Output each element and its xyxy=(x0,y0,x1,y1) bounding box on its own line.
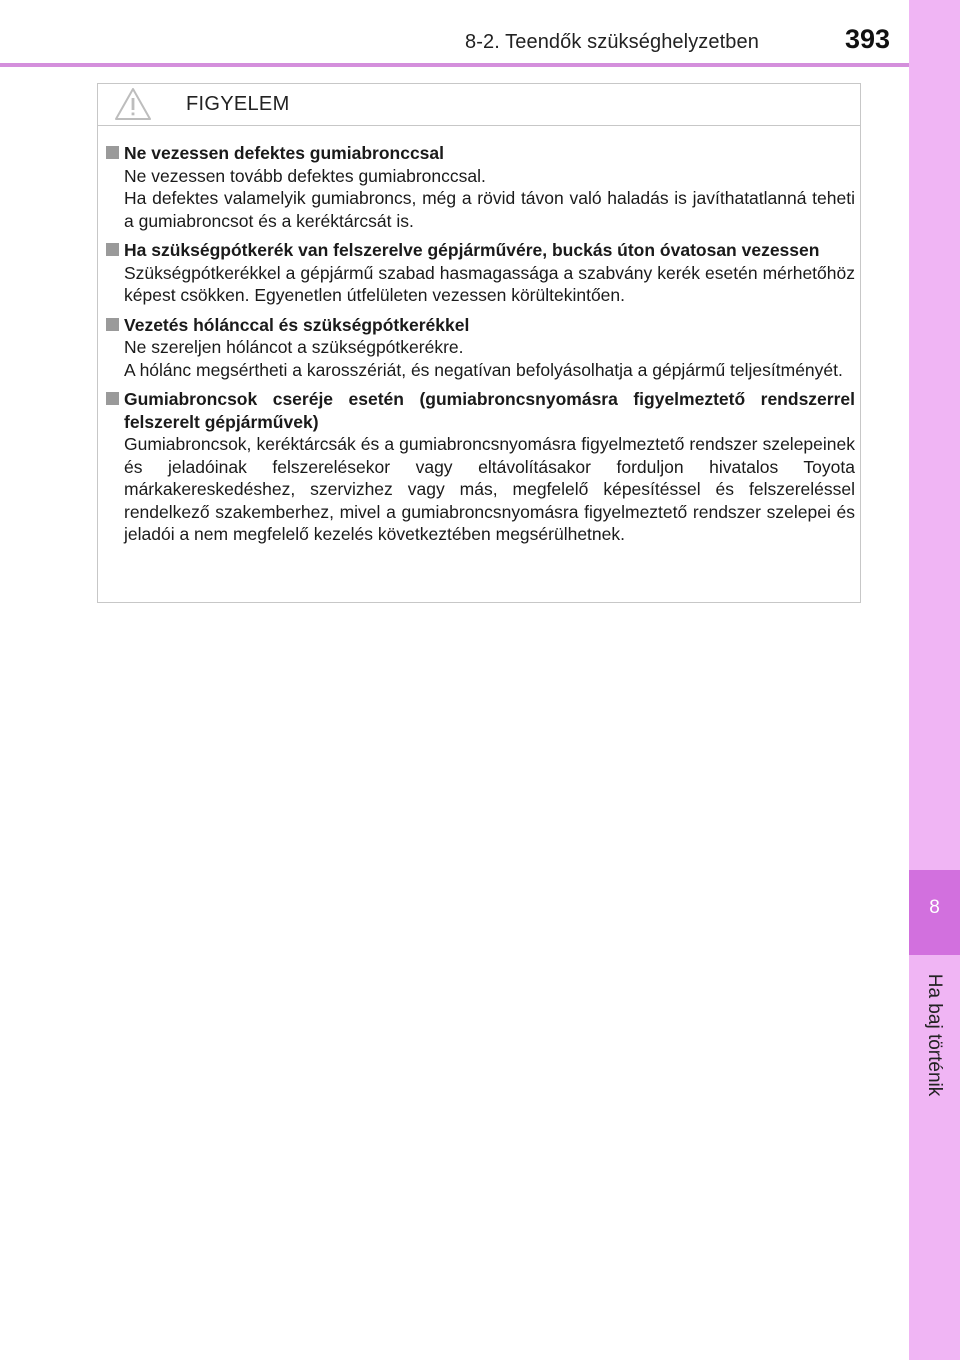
chapter-side-tab xyxy=(909,0,960,1360)
item-heading-text: Ne vezessen defektes gumiabronccsal xyxy=(124,143,445,163)
square-bullet-icon xyxy=(106,392,119,405)
warning-item xyxy=(105,142,855,232)
warning-box xyxy=(97,83,861,603)
section-title: 8-2. Teendők szükséghelyzetben xyxy=(465,31,759,53)
item-paragraph: Ne szereljen hóláncot a szükségpótkerékre. xyxy=(124,337,464,357)
square-bullet-icon xyxy=(106,146,119,159)
item-paragraph: A hólánc megsértheti a karosszériát, és negatívan befolyásolhatja a gépjármű teljesítményét. xyxy=(124,359,843,380)
item-text xyxy=(105,262,855,307)
item-heading-text: Vezetés hólánccal és szükségpótkerékkel xyxy=(124,314,470,335)
item-paragraph: Ne vezessen tovább defektes gumiabronccsal. xyxy=(124,165,486,186)
square-bullet-icon xyxy=(106,318,119,331)
item-heading xyxy=(105,142,855,165)
item-text xyxy=(105,165,855,233)
item-paragraph: Gumiabroncsok, keréktárcsák és a gumiabroncsnyomásra figyelmeztető rendszer szelepeinek és jeladóinak felszerelésekor vagy eltávolításakor forduljon hivatalos Toyota márkakereskedéshez, szervizhez vagy más, megfelelő képesítéssel és felszereléssel rendelkező szakemberhez, mivel a gumiabroncsnyomásra figyelmeztető rendszer szelepei és jeladói a nem megfelelő kezelés következtében megsérülhetnek. xyxy=(124,434,855,544)
chapter-number: 8 xyxy=(929,897,940,918)
item-heading xyxy=(105,314,855,337)
item-heading-text: Ha szükségpótkerék van felszerelve gépjárművére, buckás úton óvatosan vezessen xyxy=(124,240,820,260)
item-heading xyxy=(105,239,855,262)
item-heading xyxy=(105,388,855,433)
warning-triangle-icon xyxy=(114,87,152,121)
square-bullet-icon xyxy=(106,243,119,256)
item-paragraph: Ha defektes valamelyik gumiabroncs, még a rövid távon való haladás is javíthatatlanná teheti a gumiabroncsot és a keréktárcsát is. xyxy=(124,188,855,231)
chapter-label: Ha baj történik xyxy=(924,973,945,1097)
warning-header xyxy=(98,84,860,126)
warning-item xyxy=(105,388,855,546)
warning-body xyxy=(105,142,855,553)
item-text xyxy=(105,433,855,546)
header-divider xyxy=(0,63,909,67)
item-heading-text: Gumiabroncsok cseréje esetén (gumiabroncsnyomásra figyelmeztető rendszerrel felszerelt gépjárművek) xyxy=(124,389,855,432)
warning-title: FIGYELEM xyxy=(186,93,290,115)
warning-item xyxy=(105,239,855,307)
item-text xyxy=(105,336,855,381)
warning-item xyxy=(105,314,855,382)
item-paragraph: Szükségpótkerékkel a gépjármű szabad hasmagassága a szabvány kerék esetén mérhetőhöz képest csökken. Egyenetlen útfelületen vezessen körültekintően. xyxy=(124,262,855,305)
page-number: 393 xyxy=(845,24,891,54)
